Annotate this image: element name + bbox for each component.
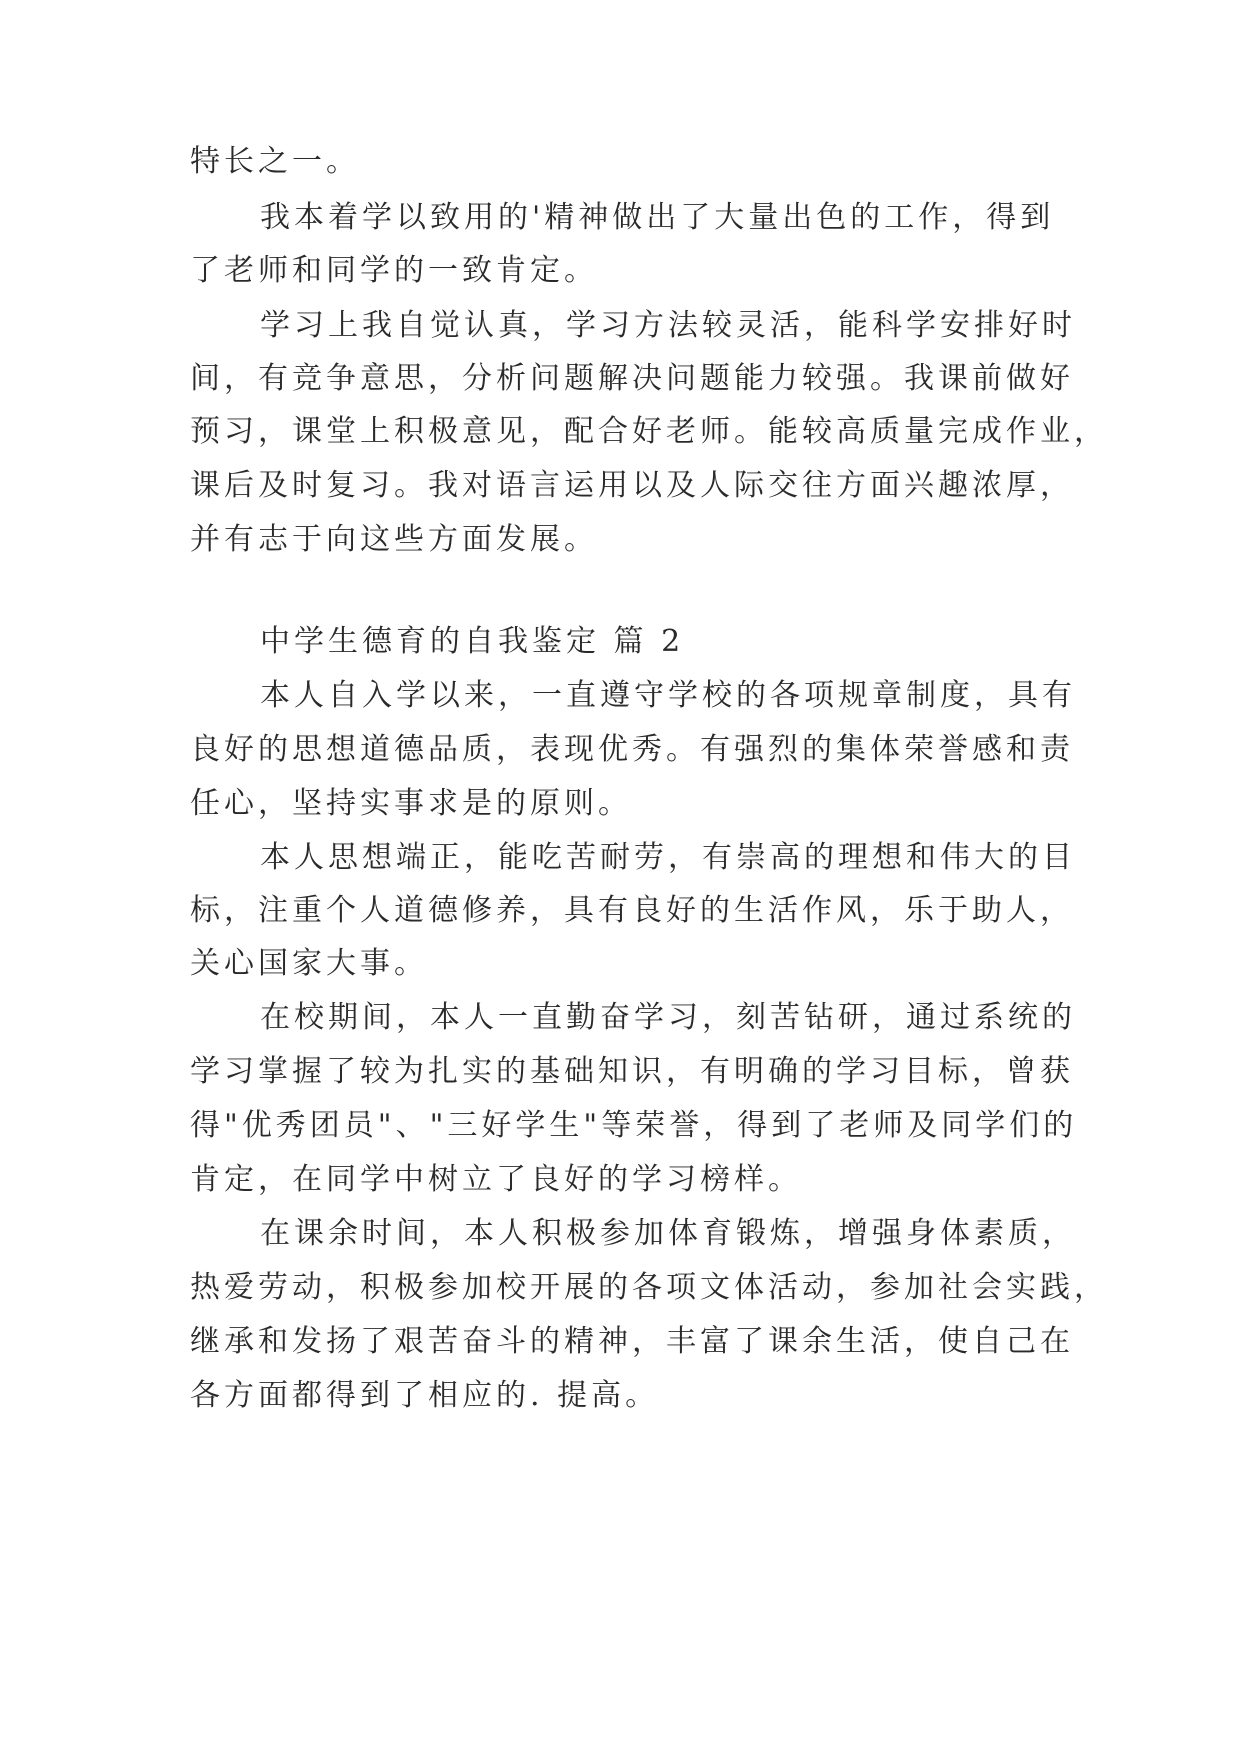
text-line: 我本着学以致用的'精神做出了大量出色的工作，得到 [260,200,1055,235]
text-line: 在课余时间，本人积极参加体育锻炼，增强身体素质， [260,1216,1076,1251]
text-line: 各方面都得到了相应的. 提高。 [190,1378,660,1413]
section-heading: 中学生德育的自我鉴定 篇 2 [260,624,685,659]
text-line: 学习上我自觉认真，学习方法较灵活，能科学安排好时 [260,308,1076,343]
text-line: 了老师和同学的一致肯定。 [190,253,598,288]
text-line: 良好的思想道德品质，表现优秀。有强烈的集体荣誉感和责 [190,732,1074,767]
text-line: 肯定，在同学中树立了良好的学习榜样。 [190,1162,802,1197]
text-line: 课后及时复习。我对语言运用以及人际交往方面兴趣浓厚， [190,468,1074,503]
text-line: 关心国家大事。 [190,946,428,981]
text-line: 并有志于向这些方面发展。 [190,522,598,557]
text-line: 特长之一。 [190,144,360,179]
text-line: 间，有竞争意思，分析问题解决问题能力较强。我课前做好 [190,361,1074,396]
text-line: 标，注重个人道德修养，具有良好的生活作风，乐于助人， [190,893,1074,928]
text-line: 本人思想端正，能吃苦耐劳，有崇高的理想和伟大的目 [260,840,1076,875]
text-line: 热爱劳动，积极参加校开展的各项文体活动，参加社会实践， [190,1270,1108,1305]
text-line: 继承和发扬了艰苦奋斗的精神，丰富了课余生活，使自己在 [190,1324,1074,1359]
text-line: 得"优秀团员"、"三好学生"等荣誉，得到了老师及同学们的 [190,1108,1078,1143]
text-line: 任心，坚持实事求是的原则。 [190,786,632,821]
text-line: 本人自入学以来，一直遵守学校的各项规章制度，具有 [260,678,1076,713]
text-line: 学习掌握了较为扎实的基础知识，有明确的学习目标，曾获 [190,1054,1074,1089]
text-line: 在校期间，本人一直勤奋学习，刻苦钻研，通过系统的 [260,1000,1076,1035]
text-line: 预习，课堂上积极意见，配合好老师。能较高质量完成作业， [190,414,1108,449]
